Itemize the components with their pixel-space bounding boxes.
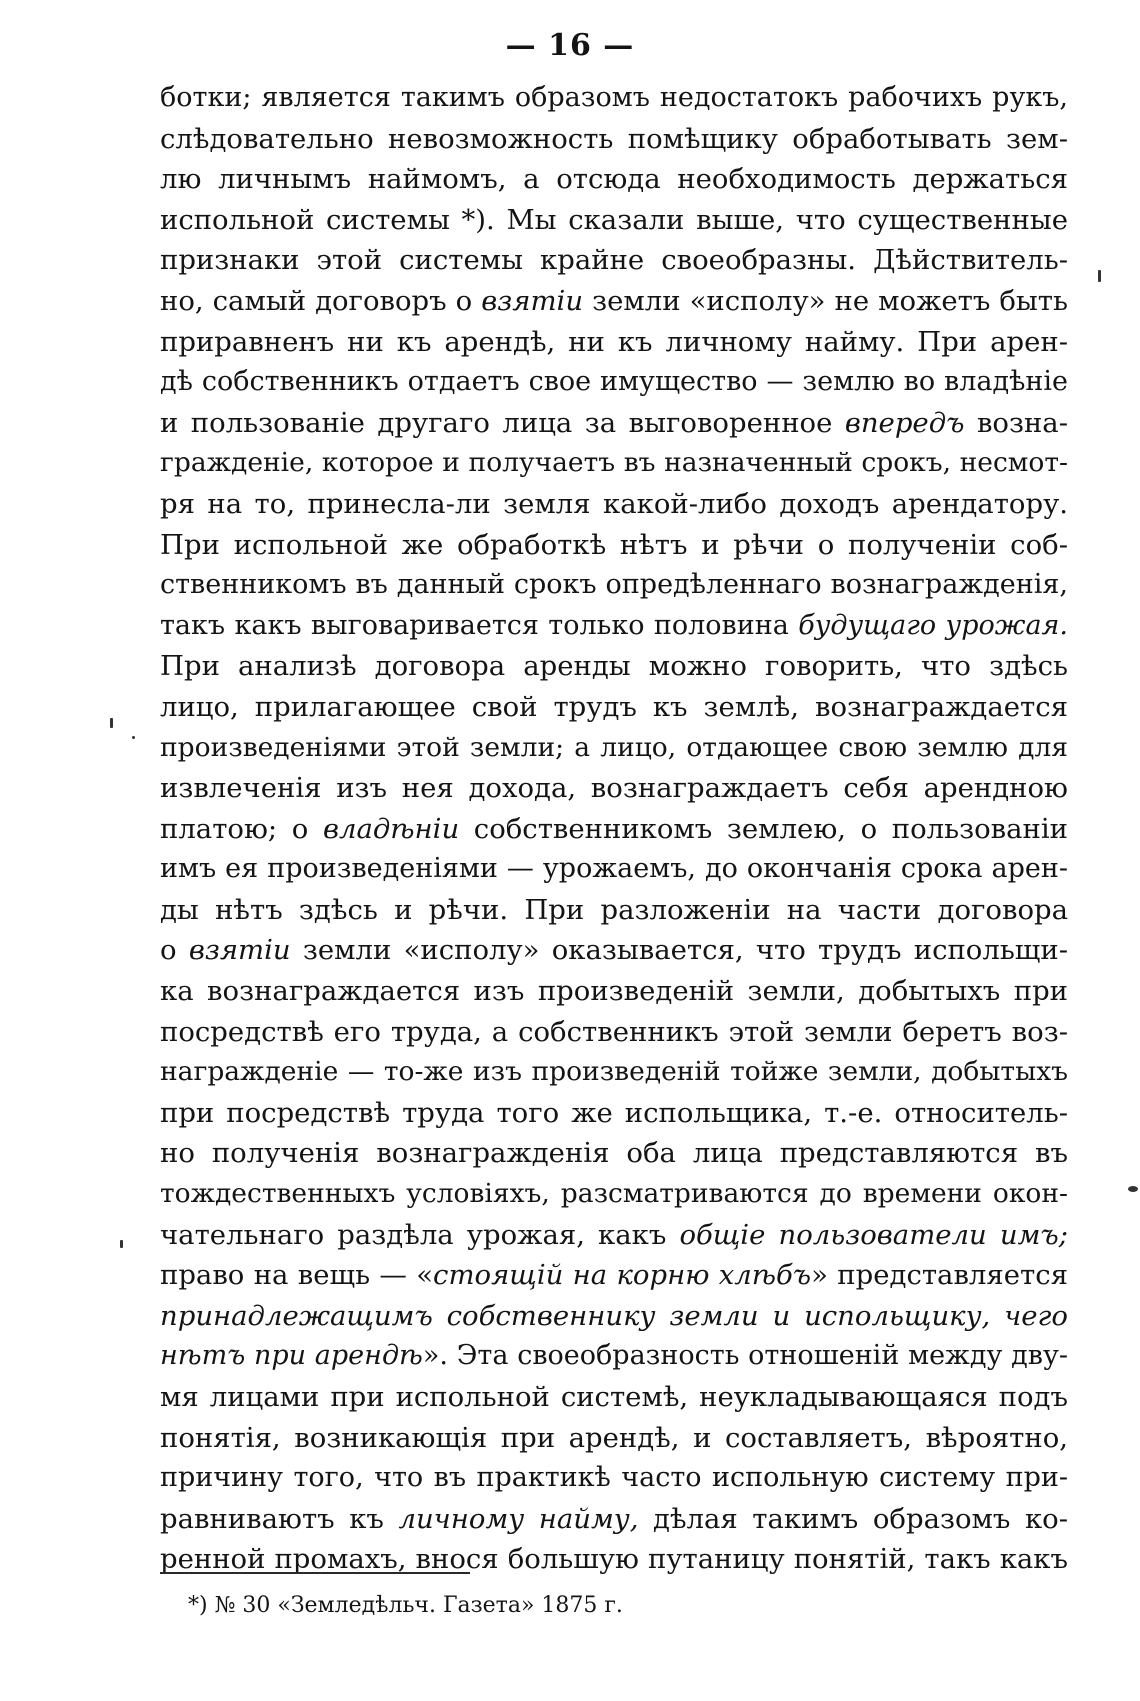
text-line [160, 646, 1068, 687]
text-line [160, 403, 1068, 444]
text-line [160, 281, 1068, 322]
text-line [160, 1418, 1068, 1459]
text-line [160, 240, 1068, 281]
text-segment: произведеніями этой земли; а лицо, отдающее свою землю для [160, 731, 1068, 763]
scan-speck [1098, 270, 1101, 282]
text-segment: посредствѣ его труда, а собственникъ этой земли беретъ воз- [160, 1015, 1068, 1048]
italic-text: взятіи [188, 934, 291, 967]
text-line [160, 1377, 1068, 1418]
scan-speck [1128, 1186, 1138, 1192]
text-segment: лицо, прилагающее свой трудъ къ землѣ, вознаграждается [160, 690, 1068, 723]
text-line [160, 362, 1068, 403]
text-segment: дѣлая такимъ образомъ ко- [638, 1502, 1068, 1535]
text-segment: но полученія вознагражденія оба лица представляются въ [160, 1137, 1068, 1170]
text-line [160, 1133, 1068, 1174]
text-segment: земли «исполу» не можетъ быть [583, 284, 1068, 317]
text-line [160, 484, 1068, 525]
text-segment: ка вознаграждается изъ произведеній земли, добытыхъ при [160, 975, 1068, 1008]
text-line [160, 159, 1068, 200]
text-segment: признаки этой системы крайне своеобразны. Дѣйствитель- [160, 244, 1068, 277]
text-line [160, 1215, 1068, 1256]
italic-text: будущаго урожая. [798, 609, 1068, 641]
text-line [160, 768, 1068, 809]
text-segment: При испольной же обработкѣ нѣтъ и рѣчи о полученіи соб- [160, 528, 1068, 561]
text-line [160, 971, 1068, 1012]
text-segment: о [160, 934, 189, 967]
text-segment: собственникомъ землею, о пользованіи [459, 812, 1068, 845]
text-segment: такъ какъ выговаривается только половина [160, 609, 799, 641]
page-number: — 16 — [505, 28, 635, 63]
text-line [160, 565, 1068, 606]
text-segment: ботки; является такимъ образомъ недостатокъ рабочихъ рукъ, [160, 82, 1068, 113]
text-segment: при посредствѣ труда того же испольщика, т.-е. относитель- [160, 1096, 1068, 1129]
text-segment: лю личнымъ наймомъ, а отсюда необходимость держаться [160, 163, 1068, 196]
text-segment: дѣ собственникъ отдаетъ свое имущество — землю во владѣніе [160, 366, 1068, 398]
text-line [160, 890, 1068, 931]
italic-text: владѣніи [322, 812, 460, 845]
text-line [160, 322, 1068, 363]
text-line [160, 1458, 1068, 1499]
text-line [160, 1093, 1068, 1134]
text-segment: испольной системы *). Мы сказали выше, что существенные [160, 203, 1068, 236]
text-segment: равниваютъ къ [160, 1502, 399, 1535]
text-line [160, 728, 1068, 769]
text-segment: приравненъ ни къ арендѣ, ни къ личному найму. При арен- [160, 325, 1068, 358]
text-segment: извлеченія изъ нея дохода, вознаграждаетъ себя арендною [160, 772, 1068, 805]
italic-text: стоящій на корню хлѣбъ [433, 1259, 812, 1292]
text-line [160, 1174, 1068, 1215]
text-segment: возна- [964, 406, 1068, 439]
text-segment: ря на то, принесла-ли земля какой-либо доходъ арендатору. [160, 487, 1068, 520]
text-segment: причину того, что въ практикѣ часто испольную систему при- [160, 1462, 1068, 1494]
text-segment: земли «исполу» оказывается, что трудъ испольщи- [290, 934, 1068, 967]
text-segment: право на вещь — « [160, 1259, 434, 1292]
text-line [160, 1255, 1068, 1296]
text-line [160, 1296, 1068, 1337]
text-segment: гражденіе, которое и получаетъ въ назначенный срокъ, несмот- [160, 447, 1068, 479]
text-line [160, 1499, 1068, 1540]
text-segment: мя лицами при испольной системѣ, неукладывающаяся подъ [160, 1381, 1068, 1413]
italic-text: личному найму, [398, 1502, 639, 1535]
italic-text: взятіи [481, 284, 584, 317]
text-segment: ды нѣтъ здѣсь и рѣчи. При разложеніи на части договора [160, 893, 1068, 926]
text-line [160, 809, 1068, 850]
text-segment: » представляется [811, 1259, 1068, 1292]
text-segment: слѣдовательно невозможность помѣщику обработывать зем- [160, 122, 1068, 155]
text-line [160, 1012, 1068, 1053]
text-segment: тождественныхъ условіяхъ, разсматриваются до времени окон- [160, 1178, 1068, 1210]
italic-text: принадлежащимъ собственнику земли и испольщику, чего [160, 1299, 1068, 1332]
italic-text: нѣтъ при арендѣ [160, 1340, 423, 1372]
text-line [160, 119, 1068, 160]
text-line [160, 849, 1068, 890]
scan-speck [110, 718, 113, 728]
text-segment: При анализѣ договора аренды можно говорить, что здѣсь [160, 650, 1068, 683]
text-segment: награжденіе — то-же изъ произведеній тойже земли, добытыхъ [160, 1056, 1068, 1088]
text-segment: ственникомъ въ данный срокъ опредѣленнаго вознагражденія, [160, 569, 1068, 601]
scan-speck [120, 1240, 123, 1248]
text-segment: имъ ея произведеніями — урожаемъ, до окончанія срока арен- [160, 853, 1068, 885]
text-line [160, 443, 1068, 484]
footnote-divider [160, 1572, 470, 1574]
text-line [160, 525, 1068, 566]
text-segment: и пользованіе другаго лица за выговоренное [160, 406, 845, 439]
text-line [160, 687, 1068, 728]
text-line [160, 78, 1068, 119]
text-line [160, 1336, 1068, 1377]
text-segment: ». Эта своеобразность отношеній между дву- [422, 1340, 1068, 1372]
text-line [160, 1052, 1068, 1093]
footnote: *) № 30 «Земледѣльч. Газета» 1875 г. [188, 1593, 623, 1618]
text-segment: понятія, возникающія при арендѣ, и составляетъ, вѣроятно, [160, 1421, 1068, 1454]
scan-speck [132, 736, 135, 739]
italic-text: впередъ [844, 406, 965, 439]
italic-text: общіе пользователи имъ; [679, 1218, 1068, 1251]
text-segment: чательнаго раздѣла урожая, какъ [160, 1218, 680, 1251]
text-line [160, 606, 1068, 647]
text-segment: платою; о [160, 812, 323, 845]
text-line [160, 200, 1068, 241]
text-segment: ренной промахъ, внося большую путаницу понятій, такъ какъ [160, 1543, 1068, 1576]
text-segment: но, самый договоръ о [160, 284, 482, 317]
text-line [160, 930, 1068, 971]
body-text [160, 78, 1068, 1580]
